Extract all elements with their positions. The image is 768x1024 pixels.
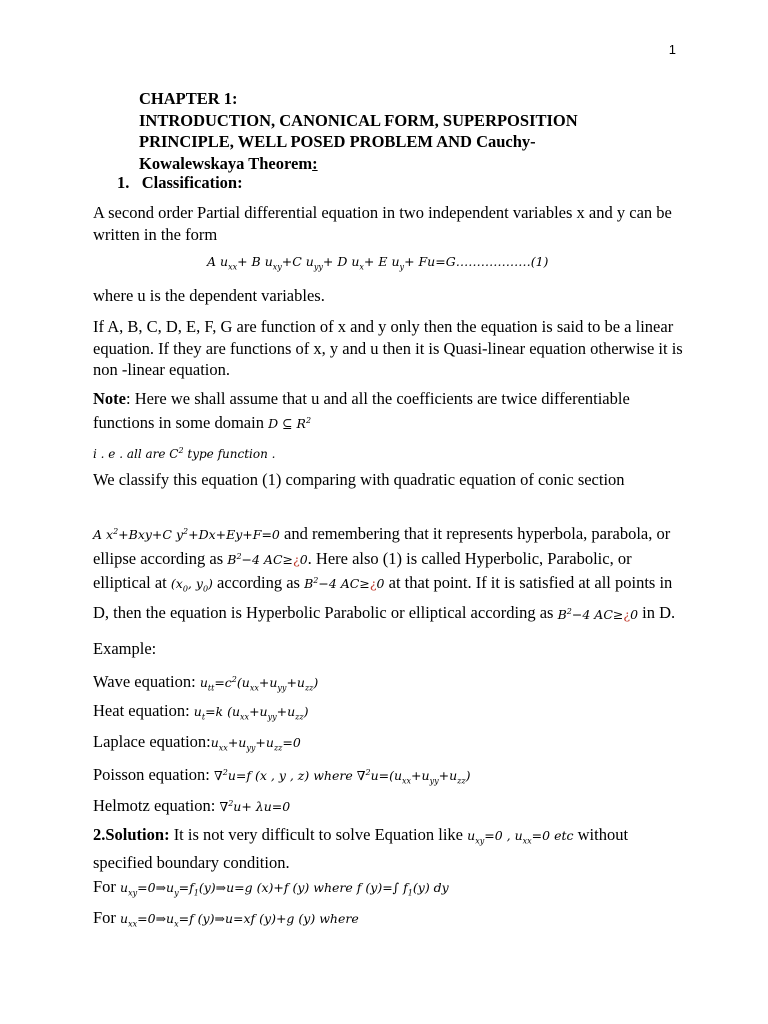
poisson-formula: ∇$^2$u=f (x , y , z) where $\nabla^2u=(u_{xx}+u_{yy}+u_{zz})$ <box>214 768 471 786</box>
conic-equation: A $x^2+Bxy+C$ $y^2+Dx+Ey+F=0$ <box>93 527 280 543</box>
note-label: Note <box>93 389 126 408</box>
page-number: 1 <box>668 42 676 57</box>
heat-label: Heat equation: <box>93 701 194 720</box>
note-text: : Here we shall assume that u and all the coefficients are twice differentiable functions in some domain <box>93 389 630 432</box>
chapter-heading <box>139 88 639 174</box>
section-1-title: Classification: <box>141 173 243 192</box>
conic-text-1: and remembering that it represents hyperbola, parabola, or ellipse according as <box>93 524 671 568</box>
wave-equation-line <box>93 669 683 699</box>
ie-line: i . e . all are $C^2$ type function . <box>93 446 276 461</box>
heading-line-3: PRINCIPLE, WELL POSED PROBLEM AND Cauchy- <box>139 132 536 151</box>
domain-formula: D ⊆ $R^2$ <box>268 415 312 431</box>
solution-paragraph <box>93 824 683 874</box>
helmotz-equation-line <box>93 793 683 818</box>
helmotz-formula: ∇$^2$u+ λu=0 <box>219 799 291 815</box>
wave-label: Wave equation: <box>93 672 200 692</box>
solution-text-1: It is not very difficult to solve Equation like <box>169 825 468 844</box>
discriminant-1: $B^2-4$ AC≥¿0 <box>227 551 308 567</box>
heading-line-4-text: Kowalewskaya Theorem <box>139 153 313 173</box>
heat-equation-line <box>93 700 683 728</box>
section-1-heading <box>117 173 243 193</box>
discriminant-3: $B^2-4$ AC≥¿0 <box>557 606 639 622</box>
for-formula-2: $u_{xx}=0\Rightarrow u_x=f$ (y)⇒u=xf (y)+g (y) where <box>120 911 359 929</box>
heading-colon: : <box>312 153 318 173</box>
conic-text-4: at that point. If it is satisfied at all points in D, then the equation is Hyperbolic Parabolic or elliptical according as <box>93 573 673 623</box>
laplace-equation-line <box>93 731 683 759</box>
heading-line-1: CHAPTER 1: <box>139 89 238 108</box>
poisson-equation-line <box>93 762 683 792</box>
for-label-2: For <box>93 908 121 927</box>
note-paragraph <box>93 388 683 434</box>
heading-line-4 <box>139 153 639 175</box>
conic-text-3: according as <box>212 573 305 593</box>
section-1-number: 1. <box>117 173 130 192</box>
laplace-formula: $u_{xx}+u_{yy}+u_{zz}=0$ <box>210 735 301 753</box>
classify-paragraph: We classify this equation (1) comparing with quadratic equation of conic section <box>93 470 625 489</box>
for-line-2 <box>93 907 683 935</box>
solution-formula: $u_{xy}=0$ , $u_{xx}=0$ etc <box>467 828 574 846</box>
intro-paragraph: A second order Partial differential equation in two independent variables x and y can be written in the form <box>93 203 672 244</box>
heading-line-2: INTRODUCTION, CANONICAL FORM, SUPERPOSITION <box>139 110 578 130</box>
heat-formula: $u_t=k$ $(u_{xx}+u_{yy}+u_{zz})$ <box>193 704 309 722</box>
equation-1: A $u_{xx}+ B$ $u_{xy}+C$ $u_{yy}+ D$ $u_x+ E$ $u_y+$ Fu=G………………(1) <box>207 254 549 272</box>
helmotz-label: Helmotz equation: <box>93 796 220 816</box>
solution-text-2: without specified boundary condition. <box>93 825 629 872</box>
conic-text-2: . Here also (1) is called Hyperbolic, Parabolic, or elliptical at <box>93 548 632 593</box>
conic-paragraph <box>93 521 683 625</box>
equation-1-label: ………………(1) <box>455 254 549 269</box>
ie-text: i . e . all are C <box>93 447 179 461</box>
point-x0-y0: ($x_0$, $y_0$) <box>170 576 213 594</box>
ie-tail: type function . <box>183 447 276 461</box>
discriminant-2: $B^2-4$ AC≥¿0 <box>304 576 385 592</box>
dependent-paragraph: where u is the dependent variables. <box>93 286 325 305</box>
for-line-1 <box>93 876 683 904</box>
poisson-label: Poisson equation: <box>93 765 215 785</box>
wave-formula: $u_{tt}=c^2(u_{xx}+u_{yy}+u_{zz})$ <box>199 675 319 693</box>
solution-label: 2.Solution: <box>93 825 170 844</box>
for-label-1: For <box>93 877 121 896</box>
example-label: Example: <box>93 639 157 658</box>
laplace-label: Laplace equation: <box>93 732 211 751</box>
for-formula-1: $u_{xy}=0\Rightarrow u_y=f_1(y)\Rightarrow u=g$ (x)+f (y) where f (y)=∫ $f_1(y)$ dy <box>120 880 449 898</box>
conic-text-5: in D. <box>638 603 676 623</box>
linear-paragraph: If A, B, C, D, E, F, G are function of x and y only then the equation is said to be a linear equation. If they are functions of x, y and u then it is Quasi-linear equation otherwise it is non -linear equation. <box>93 317 683 379</box>
